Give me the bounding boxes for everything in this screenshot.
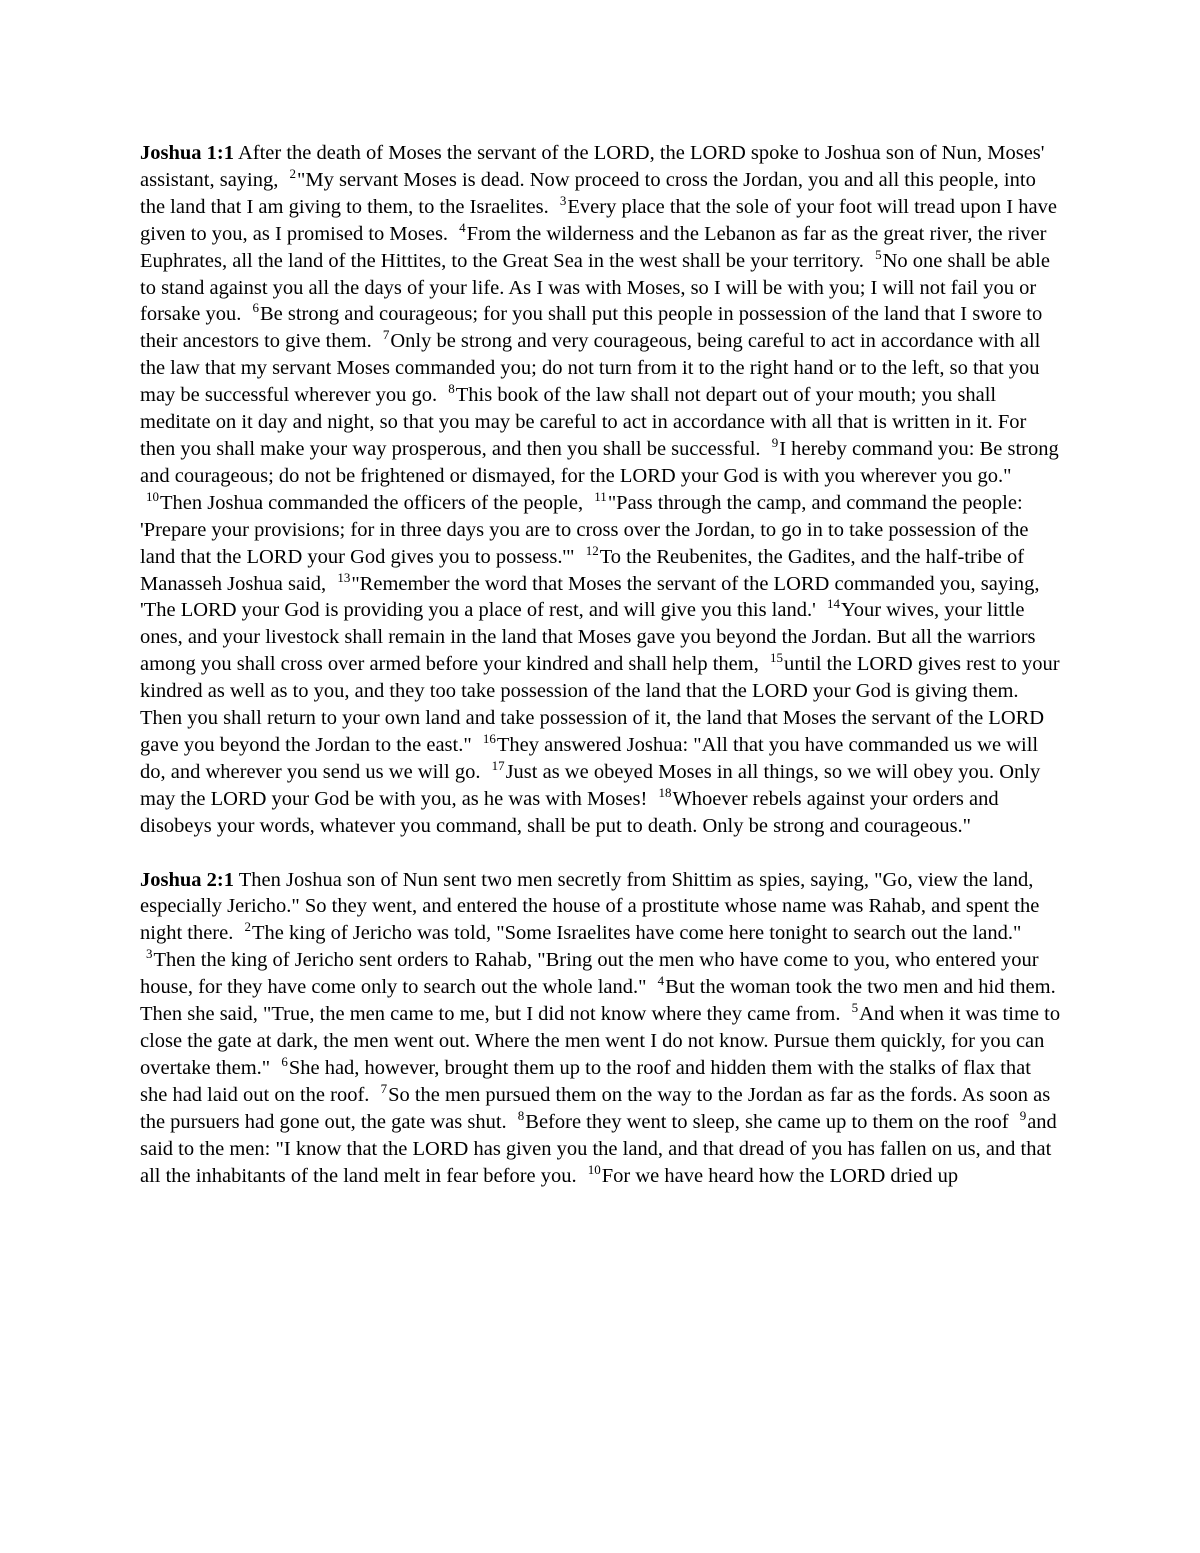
verse-number: 16 — [482, 730, 496, 746]
verse-number: 8 — [448, 381, 455, 397]
verse-number: 12 — [585, 542, 599, 558]
chapter-joshua-2 — [140, 867, 1062, 1190]
verse-text: Every place that the sole of your foot will tread upon I have given to you, as I promised to Moses. — [140, 195, 1057, 245]
verse-number: 3 — [146, 946, 153, 962]
verse-text: After the death of Moses the servant of the LORD, the LORD spoke to Joshua son of Nun, Moses' assistant, saying, — [140, 142, 1045, 191]
verse-text: until the LORD gives rest to your kindred as well as to you, and they too take possession of the land that the LORD your God is giving them. Then you shall return to your own land and take possession of it, the land that Moses the servant of the LORD gave you beyond the Jordan to the east." — [140, 653, 1060, 756]
verse-text: "Remember the word that Moses the servant of the LORD commanded you, saying, 'The LORD your God is providing you a place of rest, and will give you this land.' — [140, 572, 1040, 622]
verse-number: 10 — [587, 1161, 601, 1177]
verse-text: Only be strong and very courageous, being careful to act in accordance with all the law that my servant Moses commanded you; do not turn from it to the right hand or to the left, so that you may be successful wherever you go. — [140, 330, 1041, 407]
verse-text: Then the king of Jericho sent orders to Rahab, "Bring out the men who have come to you, who entered your house, for they have come only to search out the whole land." — [140, 949, 1039, 999]
verse-text: Before they went to sleep, she came up to them on the roof — [525, 1110, 1009, 1133]
verse-number: 6 — [252, 300, 259, 316]
verse-text: For we have heard how the LORD dried up — [601, 1164, 959, 1187]
verse-text: They answered Joshua: "All that you have commanded us we will do, and wherever you send us we will go. — [140, 733, 1039, 783]
document-page — [140, 140, 1062, 1189]
chapter-reference: Joshua 2:1 — [140, 868, 234, 891]
verse-number: 2 — [289, 165, 296, 181]
verse-number: 13 — [337, 569, 351, 585]
verse-number: 11 — [594, 488, 607, 504]
verse-text: Then Joshua son of Nun sent two men secretly from Shittim as spies, saying, "Go, view the land, especially Jericho." So they went, and entered the house of a prostitute whose name was Rahab, and spent the night there. — [140, 868, 1040, 945]
verse-number: 9 — [771, 434, 779, 450]
verse-text: She had, however, brought them up to the roof and hidden them with the stalks of flax that she had laid out on the roof. — [140, 1056, 1031, 1106]
verse-text: So the men pursued them on the way to the Jordan as far as the fords. As soon as the pursuers had gone out, the gate was shut. — [140, 1083, 1051, 1133]
verse-text: Whoever rebels against your orders and disobeys your words, whatever you command, shall be put to death. Only be strong and courageous." — [140, 787, 999, 837]
verse-text: "Pass through the camp, and command the people: 'Prepare your provisions; for in three days you are to cross over the Jordan, to go in to take possession of the land that the LORD your God gives you to possess.'" — [140, 491, 1029, 568]
verse-number: 10 — [146, 488, 159, 504]
verse-text: This book of the law shall not depart out of your mouth; you shall meditate on it day and night, so that you may be careful to act in accordance with all that is written in it. For then you shall make your way prosperous, and then you shall be successful. — [140, 384, 1027, 460]
verse-number: 3 — [559, 192, 567, 208]
verse-number: 5 — [851, 1000, 859, 1016]
verse-number: 2 — [244, 919, 251, 935]
verse-number: 7 — [382, 327, 390, 343]
verse-number: 8 — [517, 1107, 525, 1123]
verse-number: 9 — [1019, 1107, 1027, 1123]
chapter-joshua-1 — [140, 140, 1062, 840]
verse-text: But the woman took the two men and hid them. Then she said, "True, the men came to me, but I did not know where they came from. — [140, 976, 1056, 1026]
verse-text: To the Reubenites, the Gadites, and the half-tribe of Manasseh Joshua said, — [140, 545, 1025, 595]
verse-text: Your wives, your little ones, and your livestock shall remain in the land that Moses gave you beyond the Jordan. But all the warriors among you shall cross over armed before your kindred and shall help them, — [140, 599, 1036, 676]
verse-text: And when it was time to close the gate at dark, the men went out. Where the men went I do not know. Pursue them quickly, for you can overtake them." — [140, 1003, 1061, 1079]
verse-text: I hereby command you: Be strong and courageous; do not be frightened or dismayed, for the LORD your God is with you wherever you go." — [140, 437, 1059, 487]
verse-text: and said to the men: "I know that the LORD has given you the land, and that dread of you has fallen on us, and that all the inhabitants of the land melt in fear before you. — [140, 1110, 1057, 1187]
verse-text: Be strong and courageous; for you shall put this people in possession of the land that I swore to their ancestors to give them. — [140, 303, 1043, 353]
verse-number: 18 — [658, 784, 672, 800]
verse-number: 6 — [281, 1053, 288, 1069]
verse-number: 5 — [875, 246, 882, 262]
verse-text: Then Joshua commanded the officers of the people, — [160, 491, 584, 514]
verse-text: Just as we obeyed Moses in all things, so we will obey you. Only may the LORD your God be with you, as he was with Moses! — [140, 760, 1041, 810]
verse-text: "My servant Moses is dead. Now proceed to cross the Jordan, you and all this people, into the land that I am giving to them, to the Israelites. — [140, 168, 1036, 218]
chapter-reference: Joshua 1:1 — [140, 142, 234, 164]
verse-text: No one shall be able to stand against you all the days of your life. As I was with Moses, so I will be with you; I will not fail you or forsake you. — [140, 249, 1050, 326]
verse-number: 7 — [380, 1080, 388, 1096]
verse-text: The king of Jericho was told, "Some Israelites have come here tonight to search out the land." — [252, 922, 1022, 945]
verse-number: 14 — [826, 596, 840, 612]
verse-number: 4 — [657, 973, 665, 989]
verse-text: From the wilderness and the Lebanon as far as the great river, the river Euphrates, all the land of the Hittites, to the Great Sea in the west shall be your territory. — [140, 222, 1047, 272]
verse-number: 17 — [491, 757, 505, 773]
verse-number: 4 — [459, 219, 466, 235]
verse-number: 15 — [769, 650, 783, 666]
